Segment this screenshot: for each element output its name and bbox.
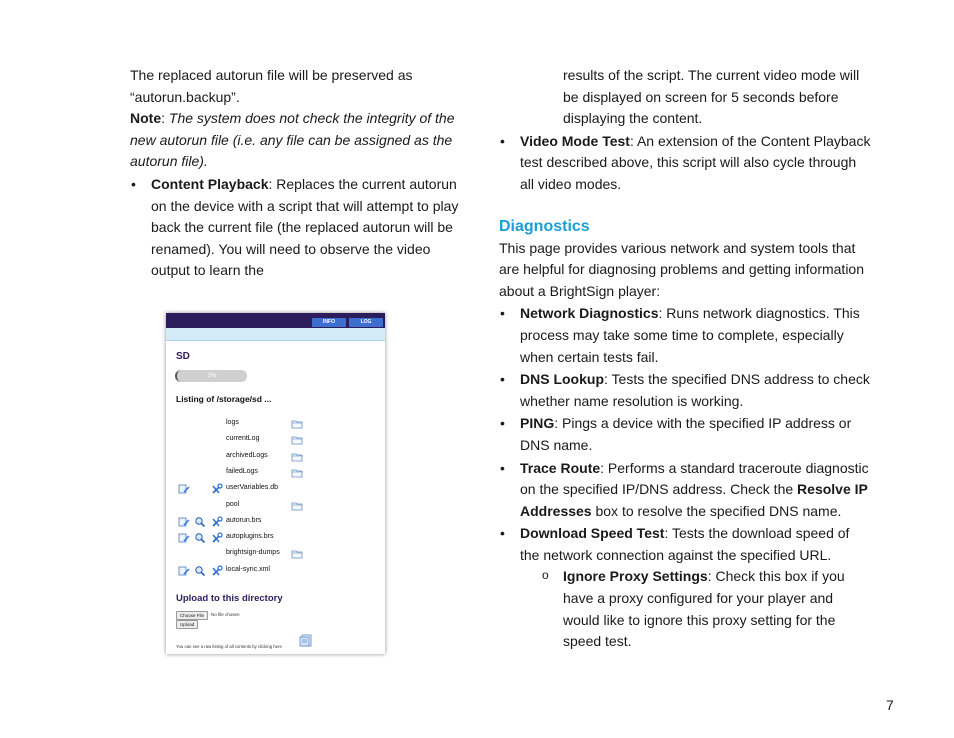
download-speed-text: : Tests the download speed of the network connection against the specified URL. [520, 525, 850, 563]
video-mode-item [499, 131, 871, 196]
tools-icon[interactable] [211, 565, 223, 577]
item-term: DNS Lookup [520, 371, 604, 388]
item-text: : Pings a device with the specified IP address or DNS name. [520, 415, 852, 453]
folder-icon[interactable] [291, 500, 303, 512]
item-text: : Runs network diagnostics. This process may take some time to complete, especially when certain tests fail. [520, 305, 860, 365]
upload-title: Upload to this directory [176, 593, 283, 604]
screenshot-sub-strip [166, 328, 385, 341]
ignore-proxy-text: : Check this box if you have a proxy configured for your player and would like to ignore this proxy setting for the speed test. [563, 568, 845, 650]
sd-title: SD [176, 351, 190, 362]
file-name[interactable]: failedLogs [226, 467, 258, 475]
folder-icon[interactable] [291, 418, 303, 430]
note-label: Note [130, 110, 162, 127]
continuation-paragraph: results of the script. The current video mode will be displayed on screen for 5 seconds before displaying the content. [563, 67, 860, 127]
ignore-proxy-term: Ignore Proxy Settings [563, 568, 708, 585]
file-row [166, 500, 385, 514]
dns-lookup-item [499, 369, 871, 412]
diagnostics-intro: This page provides various network and system tools that are helpful for diagnosing problems and getting information about a BrightSign player: [499, 239, 865, 299]
diagnostics-screenshot [166, 313, 385, 654]
file-row [166, 548, 385, 562]
storage-progress-bar [175, 370, 247, 382]
right-column [499, 65, 871, 653]
choose-file-button[interactable]: Choose File [176, 611, 208, 620]
note-paragraph [130, 108, 465, 173]
file-name[interactable]: pool [226, 500, 240, 508]
folder-icon[interactable] [291, 451, 303, 463]
page-number: 7 [886, 697, 894, 713]
proxy-sublist [499, 566, 871, 652]
search-icon[interactable] [194, 532, 206, 544]
item-text: : Tests the specified DNS address to check whether name resolution is working. [520, 371, 870, 409]
resolve-ip-term: Resolve IP Addresses [520, 481, 868, 519]
note-colon: : [161, 110, 169, 127]
file-row [166, 483, 385, 497]
trace-route-item [499, 458, 871, 523]
folder-icon[interactable] [291, 434, 303, 446]
file-row [166, 451, 385, 465]
file-row [166, 418, 385, 432]
edit-icon[interactable] [178, 532, 190, 544]
file-row [166, 532, 385, 546]
trace-route-text2: box to resolve the specified DNS name. [591, 502, 842, 519]
download-speed-term: Download Speed Test [520, 525, 665, 542]
tools-icon[interactable] [211, 532, 223, 544]
backup-paragraph: The replaced autorun file will be preserved as “autorun.backup”. [130, 67, 413, 105]
file-name[interactable]: brightsign-dumps [226, 549, 280, 557]
file-name[interactable]: autorun.brs [226, 516, 262, 524]
edit-icon[interactable] [178, 565, 190, 577]
tools-icon[interactable] [211, 516, 223, 528]
file-row [166, 434, 385, 448]
left-column [130, 65, 465, 282]
tab-log[interactable]: LOG [349, 318, 383, 327]
listing-title: Listing of /storage/sd ... [176, 394, 272, 404]
file-name[interactable]: archivedLogs [226, 451, 268, 459]
progress-label: 2% [207, 373, 217, 379]
file-row [166, 467, 385, 481]
raw-listing-link-text[interactable]: You can see a raw listing of all contents by clicking here [176, 644, 282, 649]
search-icon[interactable] [194, 516, 206, 528]
file-name[interactable]: userVariables.db [226, 484, 279, 492]
network-diagnostics-item [499, 303, 871, 368]
note-text: The system does not check the integrity of the new autorun file (i.e. any file can be assigned as the autorun file). [130, 110, 455, 170]
raw-listing-icon[interactable] [299, 634, 313, 647]
edit-icon[interactable] [178, 516, 190, 528]
tools-icon[interactable] [211, 483, 223, 495]
file-name[interactable]: autoplugins.brs [226, 533, 274, 541]
file-row [166, 516, 385, 530]
upload-button[interactable]: Upload [176, 620, 198, 629]
search-icon[interactable] [194, 565, 206, 577]
content-playback-list [130, 174, 465, 282]
diagnostics-list [499, 303, 871, 566]
folder-icon[interactable] [291, 467, 303, 479]
diagnostics-heading: Diagnostics [499, 217, 590, 235]
file-name[interactable]: local-sync.xml [226, 565, 270, 573]
file-row [166, 565, 385, 579]
video-mode-term: Video Mode Test [520, 132, 630, 149]
trace-route-text1: : Performs a standard traceroute diagnostic on the specified IP/DNS address. Check the [520, 459, 869, 498]
download-speed-item [499, 523, 871, 566]
content-playback-term: Content Playback [151, 175, 269, 192]
content-playback-item [130, 174, 465, 282]
trace-route-term: Trace Route [520, 459, 601, 476]
no-file-label: No file chosen [211, 612, 240, 617]
ping-item [499, 413, 871, 456]
video-mode-list [499, 131, 871, 196]
ignore-proxy-item [542, 566, 871, 652]
content-playback-text: : Replaces the current autorun on the device with a script that will attempt to play back the current file (the replaced autorun will be renamed). You will need to observe the video output to learn the [151, 175, 459, 279]
item-term: PING [520, 415, 555, 432]
file-name[interactable]: logs [226, 419, 239, 426]
file-name[interactable]: currentLog [226, 435, 260, 443]
tab-info[interactable]: INFO [312, 318, 346, 327]
video-mode-text: : An extension of the Content Playback test described above, this script will also cycle through all video modes. [520, 132, 871, 192]
folder-icon[interactable] [291, 548, 303, 560]
edit-icon[interactable] [178, 483, 190, 495]
item-term: Network Diagnostics [520, 305, 659, 322]
